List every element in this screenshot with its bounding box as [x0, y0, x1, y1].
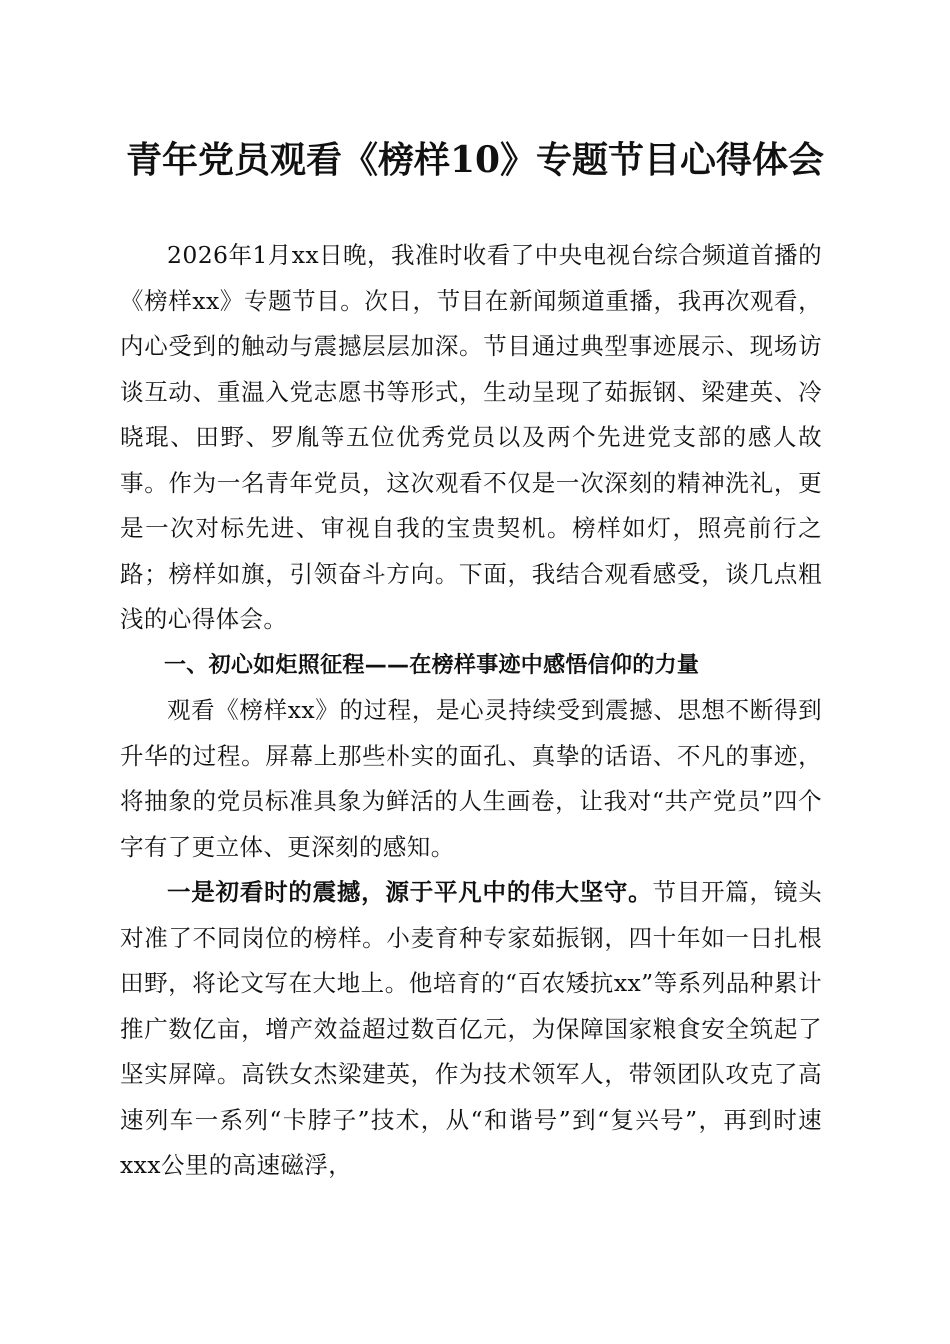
section-paragraph: 观看《榜样xx》的过程，是心灵持续受到震撼、思想不断得到升华的过程。屏幕上那些朴实的面孔、真挚的话语、不凡的事迹，将抽象的党员标准具象为鲜活的人生画卷，让我对“共产党员”四个字有了更立体、更深刻的感知。	[120, 696, 822, 861]
document-title: 青年党员观看《榜样10》专题节目心得体会	[125, 139, 825, 181]
section-heading: 一、初心如炬照征程——在榜样事迹中感悟信仰的力量	[164, 652, 700, 678]
document-body	[120, 233, 822, 1189]
point-body-text: 节目开篇，镜头对准了不同岗位的榜样。小麦育种专家茹振钢，四十年如一日扎根田野，将论文写在大地上。他培育的“百农矮抗xx”等系列品种累计推广数亿亩，增产效益超过数百亿元，为保障国家粮食安全筑起了坚实屏障。高铁女杰梁建英，作为技术领军人，带领团队攻克了高速列车一系列“卡脖子”技术，从“和谐号”到“复兴号”，再到时速xxx公里的高速磁浮，	[120, 878, 822, 1179]
point-paragraph	[120, 870, 822, 1189]
point-lead-sentence: 一是初看时的震撼，源于平凡中的伟大坚守。	[167, 878, 653, 906]
intro-paragraph: 2026年1月xx日晚，我准时收看了中央电视台综合频道首播的《榜样xx》专题节目。次日，节目在新闻频道重播，我再次观看，内心受到的触动与震撼层层加深。节目通过典型事迹展示、现场访谈互动、重温入党志愿书等形式，生动呈现了茹振钢、梁建英、冷晓琨、田野、罗胤等五位优秀党员以及两个先进党支部的感人故事。作为一名青年党员，这次观看不仅是一次深刻的精神洗礼，更是一次对标先进、审视自我的宝贵契机。榜样如灯，照亮前行之路；榜样如旗，引领奋斗方向。下面，我结合观看感受，谈几点粗浅的心得体会。	[120, 241, 822, 633]
